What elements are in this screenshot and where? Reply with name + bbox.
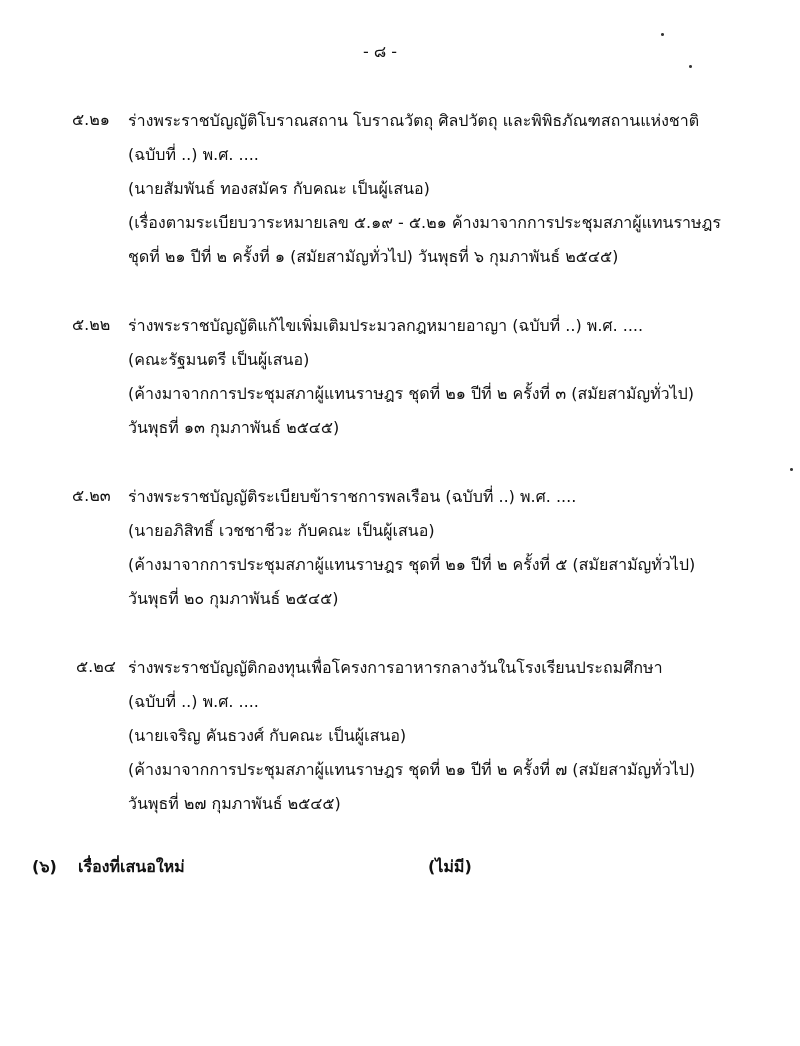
page-number: - ๘ - [362, 42, 398, 61]
bill-pending-note: (ค้างมาจากการประชุมสภาผู้แทนราษฎร ชุดที่ ๒๑ ปีที่ ๒ ครั้งที่ ๓ (สมัยสามัญทั่วไป) [128, 384, 695, 403]
section-number: (๖) [32, 857, 57, 876]
bill-title: ร่างพระราชบัญญัติระเบียบข้าราชการพลเรือน (ฉบับที่ ..) พ.ศ. .... [128, 487, 577, 506]
bill-pending-note: ชุดที่ ๒๑ ปีที่ ๒ ครั้งที่ ๑ (สมัยสามัญทั่วไป) วันพุธที่ ๖ กุมภาพันธ์ ๒๕๔๕) [128, 247, 619, 266]
scan-speck [661, 33, 664, 36]
bill-title: ร่างพระราชบัญญัติกองทุนเพื่อโครงการอาหารกลางวันในโรงเรียนประถมศึกษา [128, 658, 663, 677]
bill-title: ร่างพระราชบัญญัติแก้ไขเพิ่มเติมประมวลกฎหมายอาญา (ฉบับที่ ..) พ.ศ. .... [128, 316, 644, 335]
bill-edition: (ฉบับที่ ..) พ.ศ. .... [128, 145, 259, 164]
agenda-item-number: ๕.๒๑ [72, 110, 110, 129]
agenda-item-number: ๕.๒๔ [76, 657, 116, 676]
bill-pending-note: วันพุธที่ ๒๗ กุมภาพันธ์ ๒๕๔๕) [128, 794, 341, 813]
agenda-item-body [128, 108, 768, 278]
agenda-section-6 [32, 855, 732, 885]
bill-title: ร่างพระราชบัญญัติโบราณสถาน โบราณวัตถุ ศิลปวัตถุ และพิพิธภัณฑสถานแห่งชาติ [128, 111, 700, 130]
bill-proposer: (นายเจริญ คันธวงศ์ กับคณะ เป็นผู้เสนอ) [128, 726, 407, 745]
section-title: เรื่องที่เสนอใหม่ [78, 857, 185, 876]
bill-pending-note: (ค้างมาจากการประชุมสภาผู้แทนราษฎร ชุดที่ ๒๑ ปีที่ ๒ ครั้งที่ ๗ (สมัยสามัญทั่วไป) [128, 760, 696, 779]
scan-speck [689, 65, 692, 68]
agenda-item-body [128, 484, 768, 620]
scan-speck [790, 468, 793, 471]
agenda-item-body [128, 313, 768, 449]
bill-edition: (ฉบับที่ ..) พ.ศ. .... [128, 692, 259, 711]
bill-proposer: (นายอภิสิทธิ์ เวชชาชีวะ กับคณะ เป็นผู้เสนอ) [128, 521, 435, 540]
bill-pending-note: วันพุธที่ ๑๓ กุมภาพันธ์ ๒๕๔๕) [128, 418, 340, 437]
section-status: (ไม่มี) [428, 857, 472, 876]
agenda-item-body [128, 655, 768, 825]
bill-pending-note: วันพุธที่ ๒๐ กุมภาพันธ์ ๒๕๔๕) [128, 589, 339, 608]
bill-pending-note: (เรื่องตามระเบียบวาระหมายเลข ๕.๑๙ - ๕.๒๑ ค้างมาจากการประชุมสภาผู้แทนราษฎร [128, 213, 721, 232]
bill-proposer: (คณะรัฐมนตรี เป็นผู้เสนอ) [128, 350, 310, 369]
agenda-item-number: ๕.๒๒ [72, 315, 111, 334]
bill-proposer: (นายสัมพันธ์ ทองสมัคร กับคณะ เป็นผู้เสนอ) [128, 179, 430, 198]
bill-pending-note: (ค้างมาจากการประชุมสภาผู้แทนราษฎร ชุดที่ ๒๑ ปีที่ ๒ ครั้งที่ ๕ (สมัยสามัญทั่วไป) [128, 555, 696, 574]
agenda-item-number: ๕.๒๓ [72, 486, 111, 505]
